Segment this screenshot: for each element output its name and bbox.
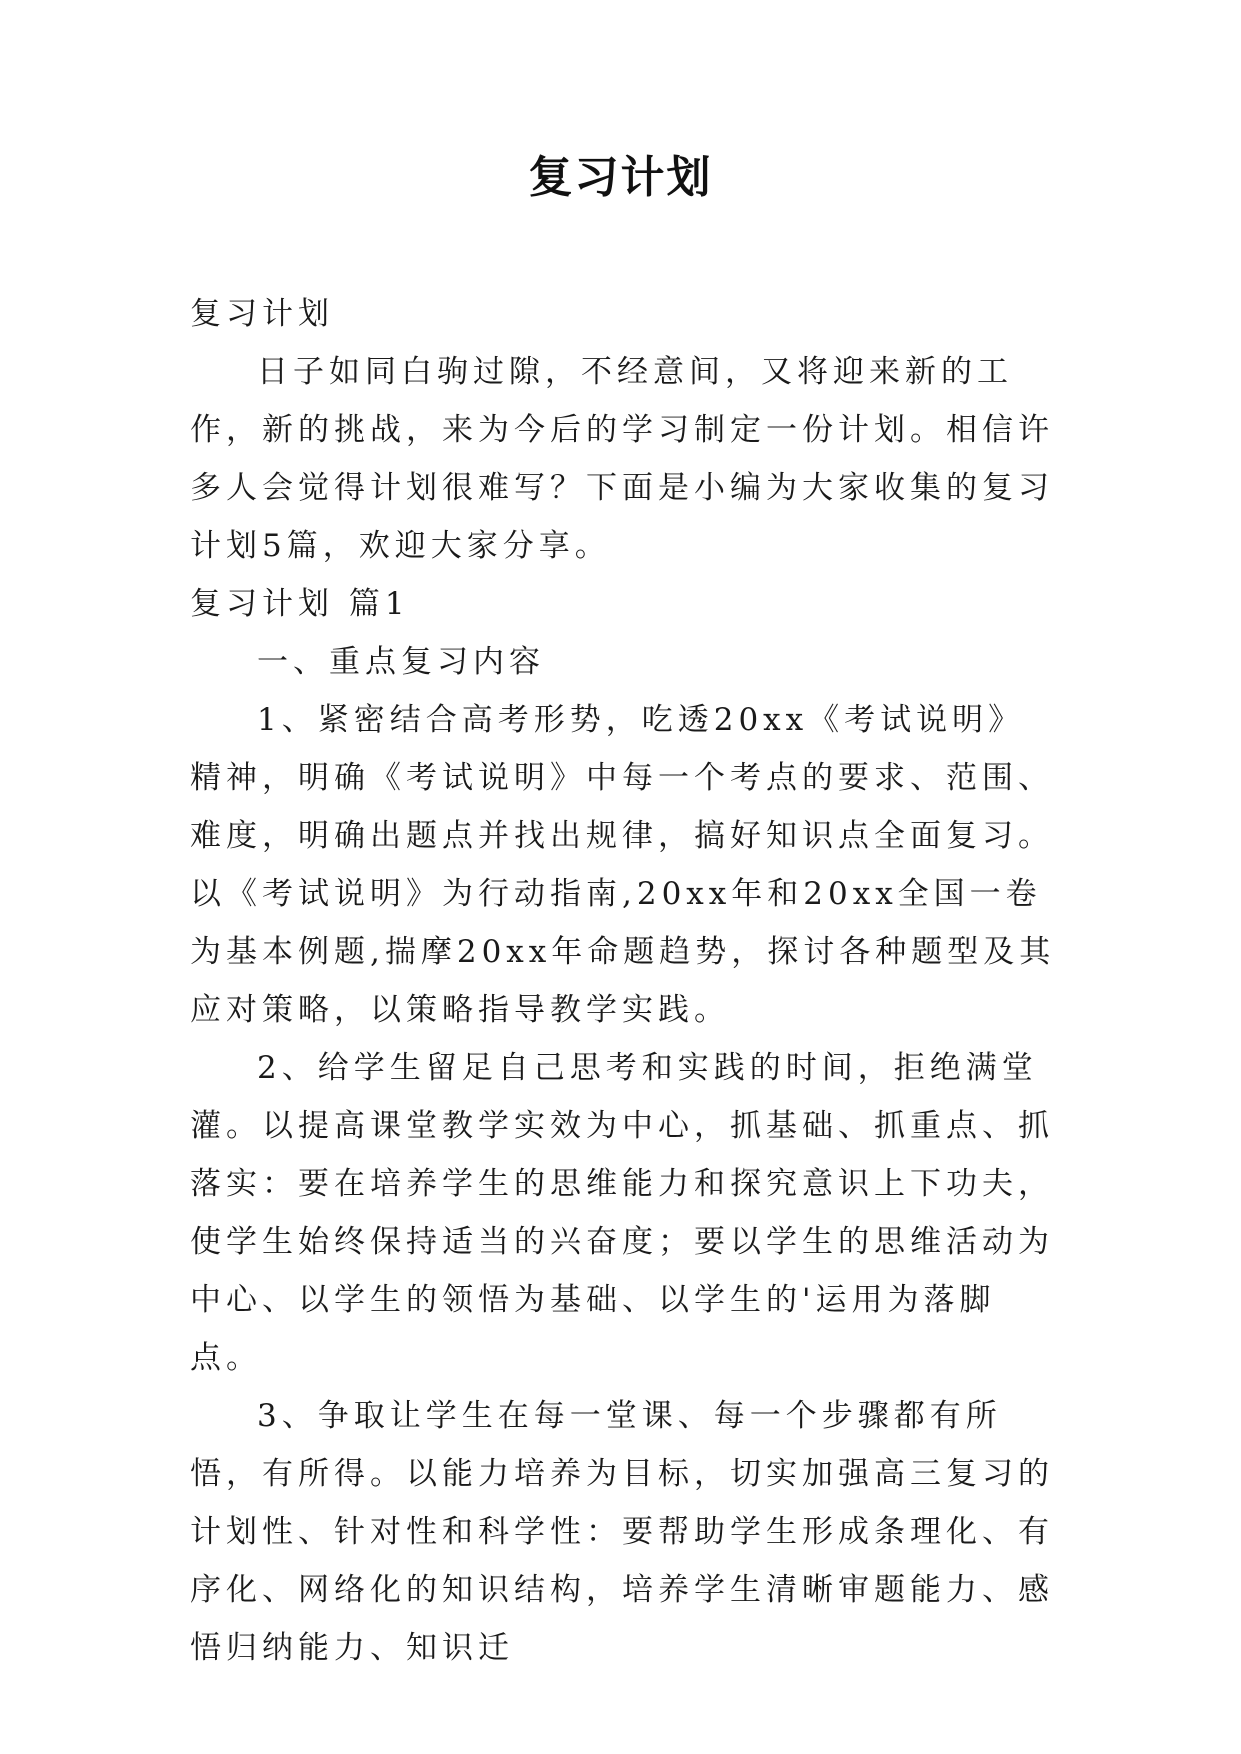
intro-paragraph: 日子如同白驹过隙，不经意间，又将迎来新的工作，新的挑战，来为今后的学习制定一份计划。相信许多人会觉得计划很难写？下面是小编为大家收集的复习计划5篇，欢迎大家分享。 [190, 354, 1054, 564]
document-heading: 复习计划 [190, 296, 334, 332]
document-title: 复习计划 [528, 152, 713, 203]
section-heading: 复习计划 篇1 [190, 586, 410, 622]
paragraph-1: 1、紧密结合高考形势，吃透20xx《考试说明》精神，明确《考试说明》中每一个考点的要求、范围、难度，明确出题点并找出规律，搞好知识点全面复习。以《考试说明》为行动指南,20xx年和20xx全国一卷为基本例题,揣摩20xx年命题趋势，探讨各种题型及其应对策略，以策略指导教学实践。 [190, 702, 1056, 1028]
paragraph-3: 3、争取让学生在每一堂课、每一个步骤都有所悟，有所得。以能力培养为目标，切实加强高三复习的计划性、针对性和科学性：要帮助学生形成条理化、有序化、网络化的知识结构，培养学生清晰审题能力、感悟归纳能力、知识迁 [190, 1398, 1054, 1666]
document-body [190, 285, 1060, 1677]
subheading: 一、重点复习内容 [257, 644, 545, 680]
paragraph-2: 2、给学生留足自己思考和实践的时间，拒绝满堂灌。以提高课堂教学实效为中心，抓基础、抓重点、抓落实：要在培养学生的思维能力和探究意识上下功夫，使学生始终保持适当的兴奋度；要以学生的思维活动为中心、以学生的领悟为基础、以学生的'运用为落脚点。 [190, 1050, 1054, 1376]
